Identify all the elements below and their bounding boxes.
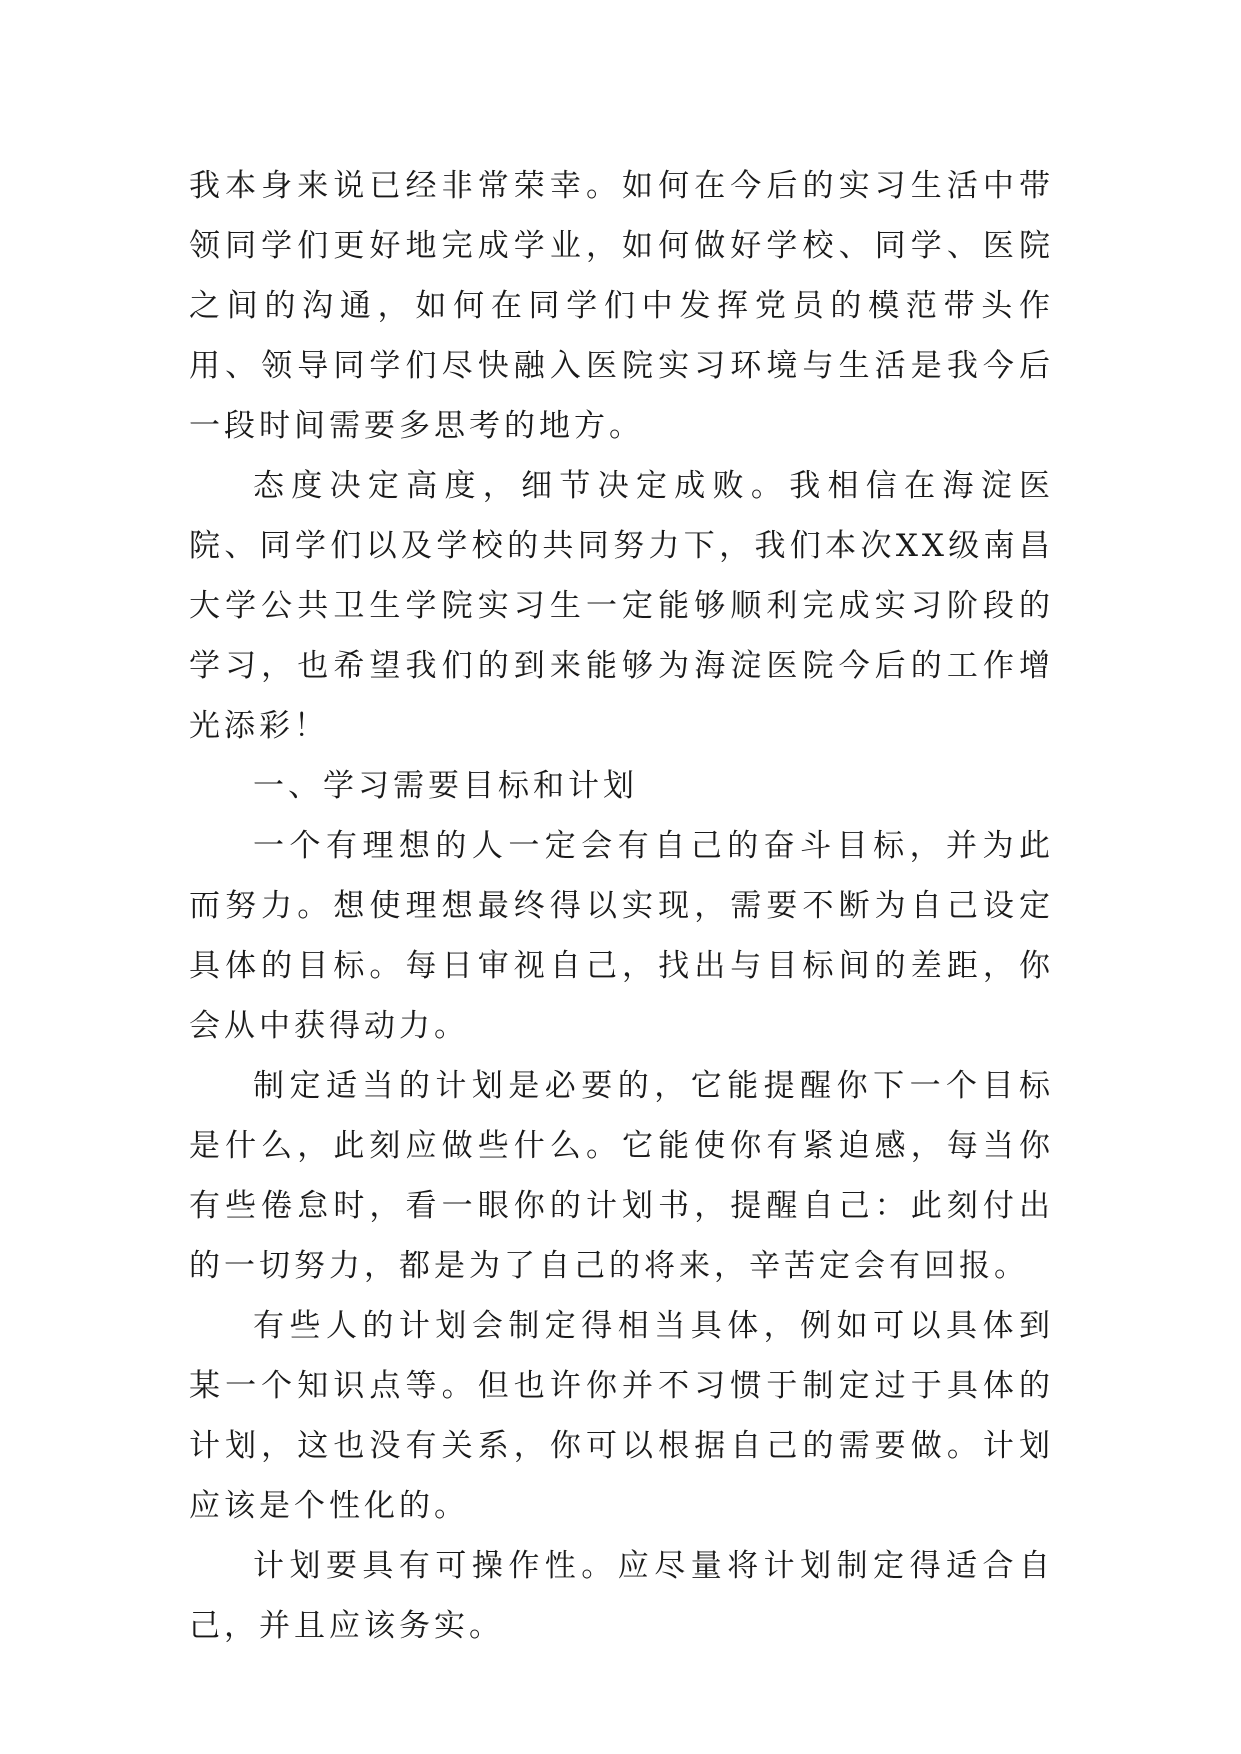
paragraph-operability: 计划要具有可操作性。应尽量将计划制定得适合自己，并且应该务实。: [189, 1548, 1054, 1644]
paragraph-specific-plan: 有些人的计划会制定得相当具体，例如可以具体到某一个知识点等。但也许你并不习惯于制定过于具体的计划，这也没有关系，你可以根据自己的需要做。计划应该是个性化的。: [189, 1308, 1054, 1524]
section-heading: 一、学习需要目标和计划: [253, 768, 638, 804]
paragraph-attitude: 态度决定高度，细节决定成败。我相信在海淀医院、同学们以及学校的共同努力下，我们本次XX级南昌大学公共卫生学院实习生一定能够顺利完成实习阶段的学习，也希望我们的到来能够为海淀医院今后的工作增光添彩！: [189, 468, 1054, 744]
paragraph-continuation: 我本身来说已经非常荣幸。如何在今后的实习生活中带领同学们更好地完成学业，如何做好学校、同学、医院之间的沟通，如何在同学们中发挥党员的模范带头作用、领导同学们尽快融入医院实习环境与生活是我今后一段时间需要多思考的地方。: [189, 168, 1054, 444]
document-body: [189, 156, 1054, 1656]
paragraph-goals: 一个有理想的人一定会有自己的奋斗目标，并为此而努力。想使理想最终得以实现，需要不断为自己设定具体的目标。每日审视自己，找出与目标间的差距，你会从中获得动力。: [189, 828, 1054, 1044]
paragraph-plan: 制定适当的计划是必要的，它能提醒你下一个目标是什么，此刻应做些什么。它能使你有紧迫感，每当你有些倦怠时，看一眼你的计划书，提醒自己：此刻付出的一切努力，都是为了自己的将来，辛苦定会有回报。: [189, 1068, 1054, 1284]
